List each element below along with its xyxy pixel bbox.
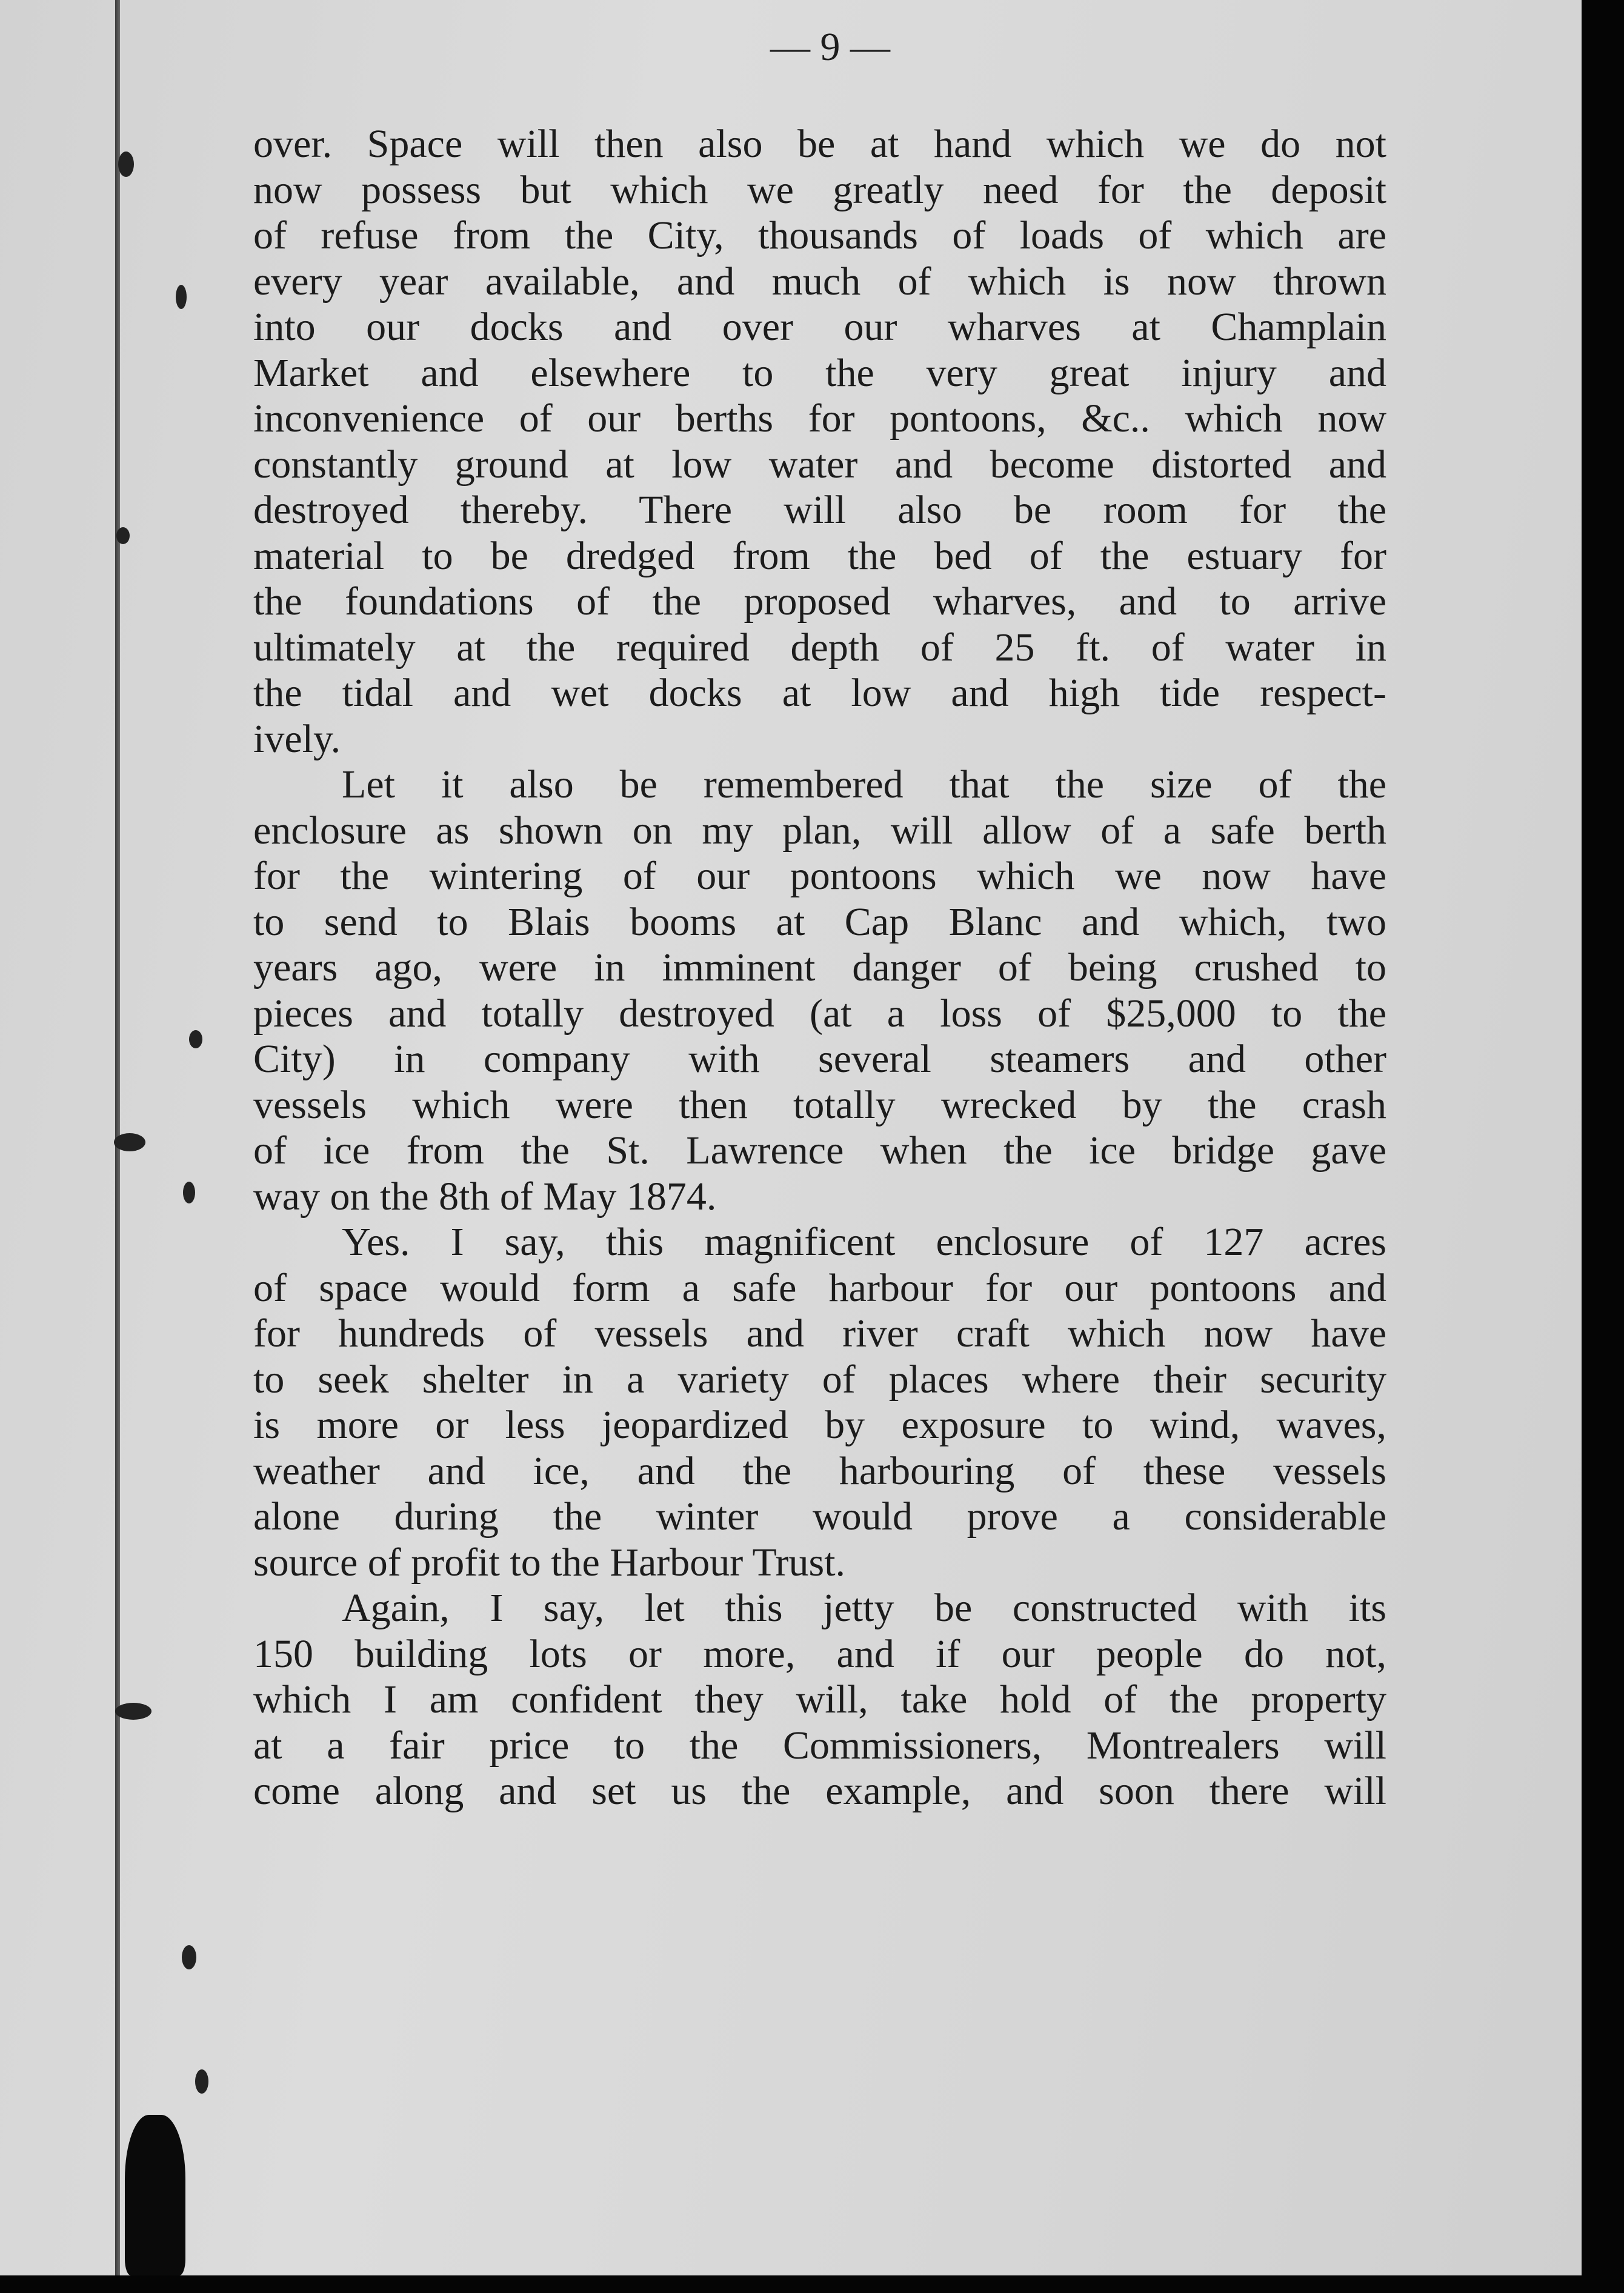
margin-mark — [116, 527, 130, 544]
text-line: ultimately at the required depth of 25 ft. of water in — [253, 625, 1386, 670]
body-text — [253, 121, 1386, 1814]
margin-mark — [183, 1182, 195, 1203]
text-line: alone during the winter would prove a considerable — [253, 1494, 1386, 1539]
margin-mark — [115, 1703, 151, 1720]
text-line: ively. — [253, 716, 341, 761]
text-line: over. Space will then also be at hand which we do not — [253, 122, 1386, 166]
text-line: to send to Blais booms at Cap Blanc and which, two — [253, 899, 1386, 944]
margin-mark — [195, 2069, 208, 2094]
margin-mark — [182, 1945, 196, 1969]
text-line: pieces and totally destroyed (at a loss of $25,000 to the — [253, 991, 1386, 1036]
text-line: the tidal and wet docks at low and high tide respect- — [253, 671, 1386, 715]
text-line: every year available, and much of which is now thrown — [253, 259, 1386, 304]
text-line: Market and elsewhere to the very great injury and — [253, 350, 1386, 395]
page-number: — 9 — — [770, 25, 890, 69]
text-line: to seek shelter in a variety of places where their security — [253, 1357, 1386, 1402]
text-line: which I am confident they will, take hold of the property — [253, 1677, 1386, 1722]
text-line: of refuse from the City, thousands of loads of which are — [253, 213, 1386, 258]
text-line: way on the 8th of May 1874. — [253, 1174, 717, 1219]
text-line: of space would form a safe harbour for our pontoons and — [253, 1265, 1386, 1310]
text-line: weather and ice, and the harbouring of these vessels — [253, 1448, 1386, 1493]
text-line: Again, I say, let this jetty be constructed with its — [342, 1586, 1386, 1630]
text-line: constantly ground at low water and become distorted and — [253, 442, 1386, 487]
text-line: for the wintering of our pontoons which we now have — [253, 854, 1386, 898]
text-line: into our docks and over our wharves at Champlain — [253, 305, 1386, 349]
text-line: Let it also be remembered that the size of the — [342, 762, 1386, 807]
text-line: Yes. I say, this magnificent enclosure of 127 acres — [342, 1220, 1386, 1264]
text-line: of ice from the St. Lawrence when the ice bridge gave — [253, 1128, 1386, 1173]
text-line: the foundations of the proposed wharves, and to arrive — [253, 579, 1386, 624]
text-line: 150 building lots or more, and if our people do not, — [253, 1631, 1386, 1676]
text-line: for hundreds of vessels and river craft which now have — [253, 1311, 1386, 1356]
text-line: material to be dredged from the bed of the estuary for — [253, 533, 1386, 578]
text-line: at a fair price to the Commissioners, Montrealers will — [253, 1723, 1386, 1768]
text-line: inconvenience of our berths for pontoons, &c.. which now — [253, 396, 1386, 441]
margin-mark — [114, 1133, 145, 1151]
text-line: destroyed thereby. There will also be room for the — [253, 488, 1386, 532]
text-line: now possess but which we greatly need for the deposit — [253, 167, 1386, 212]
margin-mark — [189, 1030, 202, 1048]
text-line: is more or less jeopardized by exposure to wind, waves, — [253, 1403, 1386, 1447]
text-line: years ago, were in imminent danger of being crushed to — [253, 945, 1386, 990]
text-line: City) in company with several steamers and other — [253, 1037, 1386, 1081]
text-line: source of profit to the Harbour Trust. — [253, 1540, 846, 1585]
text-line: vessels which were then totally wrecked by the crash — [253, 1082, 1386, 1127]
margin-mark — [176, 285, 187, 309]
corner-stain — [125, 2115, 185, 2275]
margin-mark — [118, 151, 134, 177]
text-line: enclosure as shown on my plan, will allow of a safe berth — [253, 808, 1386, 853]
text-line: come along and set us the example, and soon there will — [253, 1769, 1386, 1813]
